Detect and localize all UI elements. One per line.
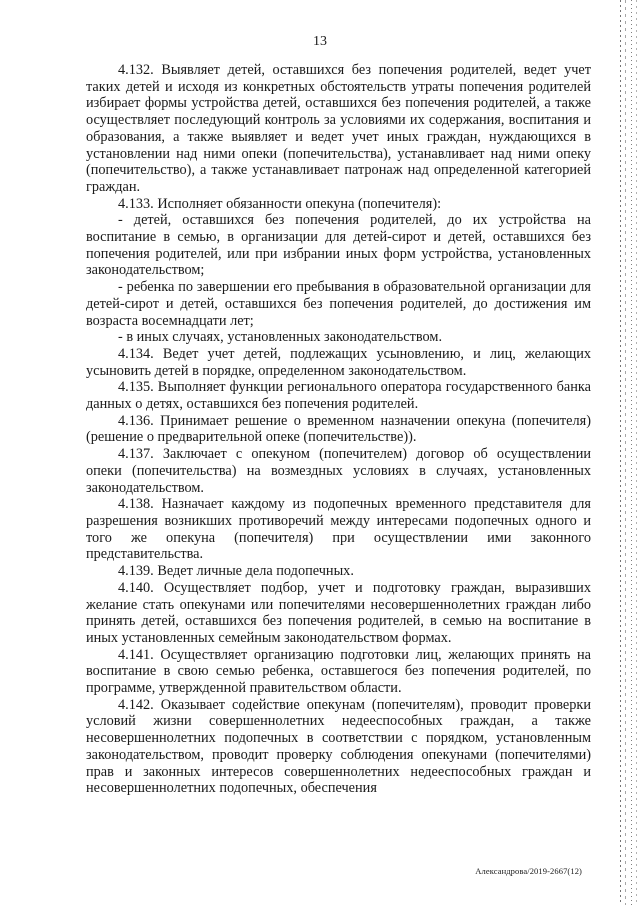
document-footer-code: Александрова/2019-2667(12) xyxy=(475,866,582,876)
list-item-child-after-organization: - ребенка по завершении его пребывания в образовательной организации для детей-сирот и детей, оставшихся без попечения родителей, до достижения им возраста восемнадцати лет; xyxy=(86,279,591,329)
paragraph-4-132: 4.132. Выявляет детей, оставшихся без попечения родителей, ведет учет таких детей и исходя из конкретных обстоятельств утраты попечения родителей избирает формы устройства детей, оставшихся без попечения родителей, а также осуществляет последующий контроль за условиями их содержания, воспитания и образования, а также выявляет и ведет учет иных граждан, нуждающихся в установлении над ними опеки (попечительства), устанавливает над ними опеку (попечительство), а также устанавливает патронаж над определенной категорией граждан. xyxy=(86,62,591,195)
paragraph-4-140: 4.140. Осуществляет подбор, учет и подготовку граждан, выразивших желание стать опекунами или попечителями несовершеннолетних граждан либо принять детей, оставшихся без попечения родителей, в семью на воспитание в иных установленных семейным законодательством формах. xyxy=(86,579,591,646)
paragraph-4-141: 4.141. Осуществляет организацию подготовки лиц, желающих принять на воспитание в свою семью ребенка, оставшегося без попечения родителей, по программе, утвержденной правительством области. xyxy=(86,646,591,697)
document-body xyxy=(86,62,591,797)
paragraph-4-139: 4.139. Ведет личные дела подопечных. xyxy=(118,563,354,580)
scan-edge-artifact xyxy=(618,0,640,905)
paragraph-4-138: 4.138. Назначает каждому из подопечных временного представителя для разрешения возникших противоречий между интересами подопечных одного и того же опекуна (попечителя) при осуществлении ими законного представительства. xyxy=(86,496,591,563)
page-number: 13 xyxy=(313,34,327,49)
paragraph-4-142: 4.142. Оказывает содействие опекунам (попечителям), проводит проверки условий жизни совершеннолетних недееспособных граждан, а также несовершеннолетних подопечных в соответствии с порядком, установленным законодательством, проводит проверку соблюдения опекунами (попечителями) прав и законных интересов совершеннолетних недееспособных граждан и несовершеннолетних подопечных, обеспечения xyxy=(86,696,591,797)
paragraph-4-136: 4.136. Принимает решение о временном назначении опекуна (попечителя) (решение о предварительной опеке (попечительстве)). xyxy=(86,412,591,446)
paragraph-4-133: 4.133. Исполняет обязанности опекуна (попечителя): xyxy=(118,195,442,212)
paragraph-4-137: 4.137. Заключает с опекуном (попечителем) договор об осуществлении опеки (попечительства) на возмездных условиях в случаях, установленных законодательством. xyxy=(86,446,591,496)
paragraph-4-134: 4.134. Ведет учет детей, подлежащих усыновлению, и лиц, желающих усыновить детей в порядке, определенном законодательством. xyxy=(86,345,591,379)
list-item-children-without-care: - детей, оставшихся без попечения родителей, до их устройства на воспитание в семью, в организации для детей-сирот и детей, оставшихся без попечения родителей, или при избрании иных форм устройства, установленных законодательством; xyxy=(86,212,591,279)
paragraph-4-135: 4.135. Выполняет функции регионального оператора государственного банка данных о детях, оставшихся без попечения родителей. xyxy=(86,379,591,413)
list-item-other-cases: - в иных случаях, установленных законодательством. xyxy=(118,329,443,346)
